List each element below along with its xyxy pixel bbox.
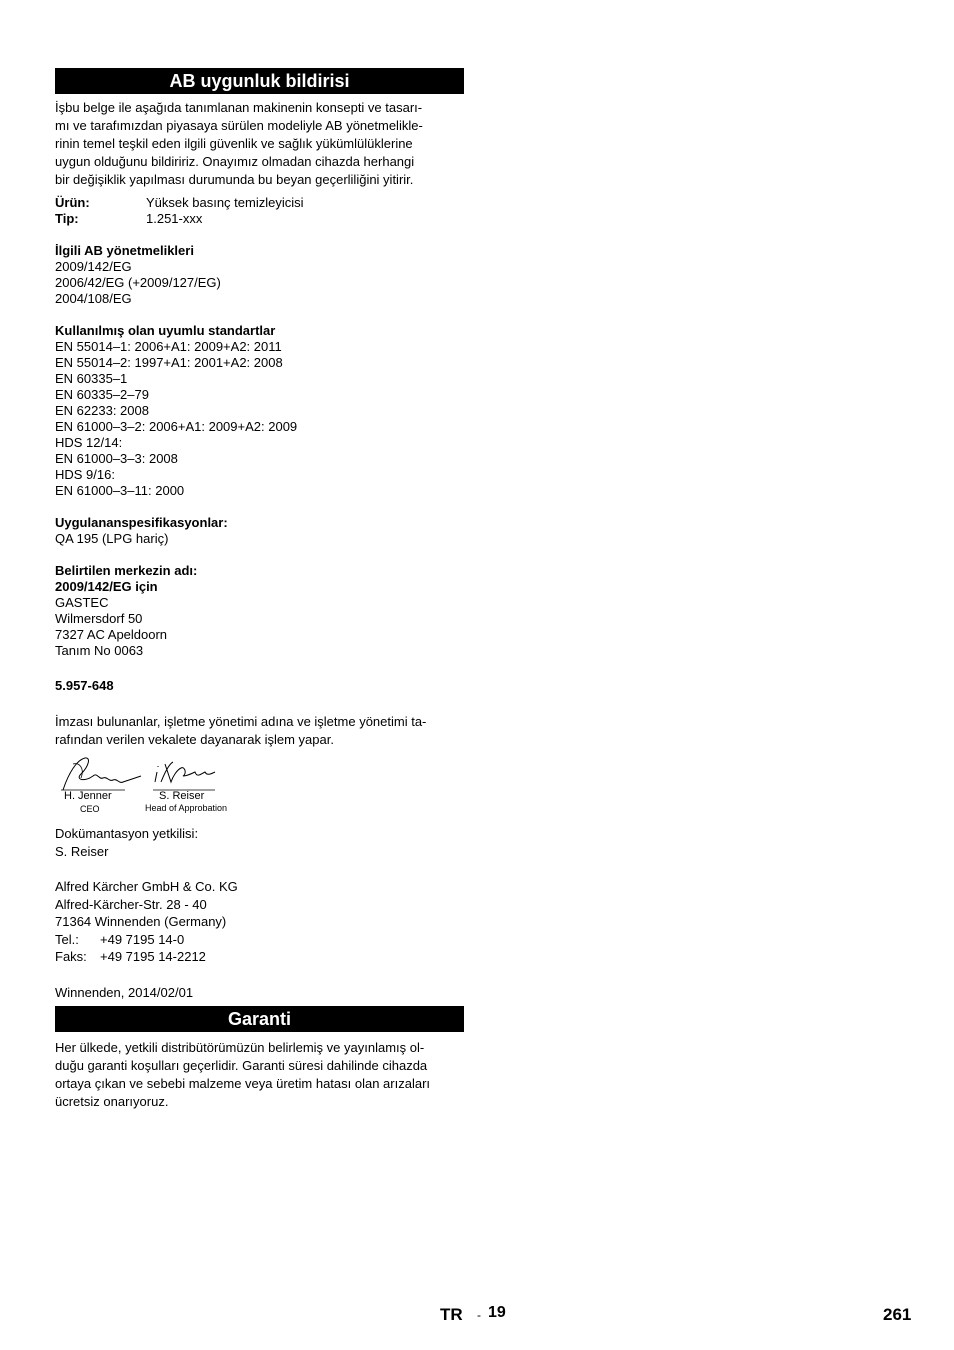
standard-item: HDS 9/16: [55, 467, 115, 482]
signatories-paragraph [55, 713, 464, 749]
notified-body-line: GASTEC [55, 595, 109, 610]
tel-value: +49 7195 14-0 [100, 931, 185, 947]
fax-label: Faks: [55, 949, 87, 964]
standard-item: EN 55014–1: 2006+A1: 2009+A2: 2011 [55, 339, 282, 354]
warranty-line: ortaya çıkan ve sebebi malzeme veya üretim hatası olan arızaları [55, 1076, 431, 1091]
intro-line: uygun olduğunu bildiririz. Onayımız olmadan cihazda herhangi [55, 154, 415, 169]
standards-block [55, 323, 464, 499]
footer-section-page: 19 [488, 1304, 506, 1321]
directives-heading: İlgili AB yönetmelikleri [55, 243, 194, 258]
standard-item: EN 60335–1 [55, 371, 128, 386]
document-number: 5.957-648 [55, 678, 114, 693]
intro-paragraph [55, 99, 464, 189]
warranty-title: Garanti [55, 1006, 464, 1032]
declaration-title: AB uygunluk bildirisi [55, 68, 464, 94]
signatory-left-name: H. Jenner [64, 790, 112, 802]
signature-area [55, 752, 255, 817]
notified-body-line: Wilmersdorf 50 [55, 611, 143, 626]
signatories-line: İmzası bulunanlar, işletme yönetimi adına ve işletme yönetimi ta- [55, 714, 427, 729]
directives-block [55, 243, 464, 307]
product-value: Yüksek basınç temizleyicisi [146, 195, 304, 210]
notified-body-block [55, 563, 464, 659]
directive-item: 2009/142/EG [55, 259, 132, 274]
product-label: Ürün: [55, 195, 90, 210]
specs-value: QA 195 (LPG hariç) [55, 531, 169, 546]
directive-item: 2004/108/EG [55, 291, 132, 306]
company-address [55, 878, 464, 966]
standard-item: EN 60335–2–79 [55, 387, 149, 402]
signature-jenner [63, 758, 141, 790]
standard-item: EN 61000–3–2: 2006+A1: 2009+A2: 2009 [55, 419, 298, 434]
notified-body-line: Tanım No 0063 [55, 643, 144, 658]
specs-block [55, 515, 464, 547]
intro-line: İşbu belge ile aşağıda tanımlanan makinenin konsepti ve tasarı- [55, 100, 423, 115]
warranty-line: duğu garanti koşulları geçerlidir. Garanti süresi dahilinde cihazda [55, 1058, 428, 1073]
notified-body-line: 7327 AC Apeldoorn [55, 627, 168, 642]
warranty-paragraph [55, 1039, 464, 1111]
product-info [55, 195, 464, 227]
company-city: 71364 Winnenden (Germany) [55, 914, 227, 929]
standard-item: EN 55014–2: 1997+A1: 2001+A2: 2008 [55, 355, 283, 370]
signature-reiser [155, 762, 215, 782]
notified-body-subheading: 2009/142/EG için [55, 579, 158, 594]
footer-language: TR [440, 1305, 463, 1324]
type-value: 1.251-xxx [146, 211, 203, 226]
footer-dash: - [477, 1308, 481, 1322]
standard-item: HDS 12/14: [55, 435, 123, 450]
standard-item: EN 61000–3–11: 2000 [55, 483, 185, 498]
signatories-line: rafından verilen vekalete dayanarak işlem yapar. [55, 732, 334, 747]
intro-line: bir değişiklik yapılması durumunda bu beyan geçerliliğini yitirir. [55, 172, 414, 187]
tel-label: Tel.: [55, 931, 79, 947]
documentation-label: Dokümantasyon yetkilisi: [55, 826, 199, 841]
specs-heading: Uygulananspesifikasyonlar: [55, 515, 228, 530]
type-label: Tip: [55, 211, 79, 226]
company-name: Alfred Kärcher GmbH & Co. KG [55, 879, 238, 894]
standard-item: EN 61000–3–3: 2008 [55, 451, 178, 466]
directive-item: 2006/42/EG (+2009/127/EG) [55, 275, 221, 290]
standard-item: EN 62233: 2008 [55, 403, 149, 418]
signatory-left-title: CEO [80, 804, 100, 814]
signatory-right-name: S. Reiser [159, 790, 205, 802]
fax-value: +49 7195 14-2212 [100, 949, 206, 964]
footer-page-number: 261 [883, 1305, 912, 1324]
warranty-line: ücretsiz onarıyoruz. [55, 1094, 169, 1109]
intro-line: mı ve tarafımızdan piyasaya sürülen modeliyle AB yönetmelikle- [55, 118, 423, 133]
documentation-name: S. Reiser [55, 843, 109, 859]
intro-line: rinin temel teşkil eden ilgili güvenlik ve sağlık yükümlülüklerine [55, 136, 413, 151]
signatory-right-title: Head of Approbation [145, 803, 228, 813]
standards-heading: Kullanılmış olan uyumlu standartlar [55, 323, 276, 338]
company-street: Alfred-Kärcher-Str. 28 - 40 [55, 896, 207, 912]
place-date: Winnenden, 2014/02/01 [55, 985, 194, 1000]
notified-body-heading: Belirtilen merkezin adı: [55, 563, 198, 578]
warranty-line: Her ülkede, yetkili distribütörümüzün belirlemiş ve yayınlamış ol- [55, 1040, 425, 1055]
documentation-block [55, 825, 464, 860]
